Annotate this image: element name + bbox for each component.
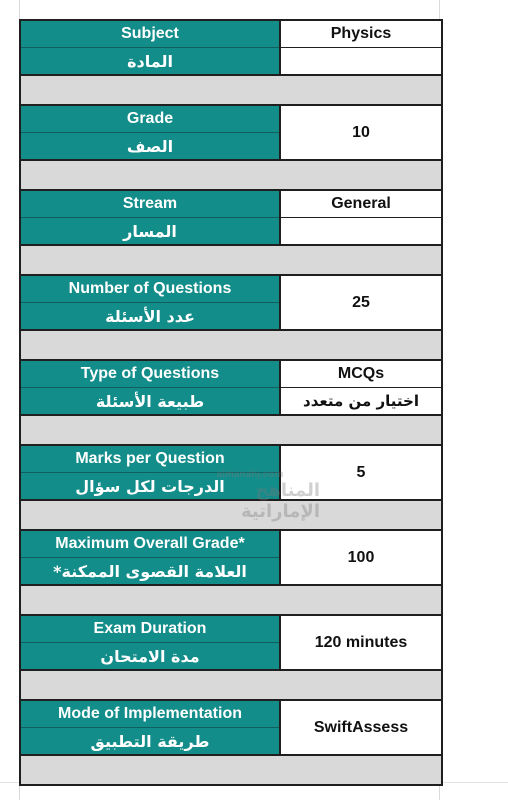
label-en: Mode of Implementation xyxy=(21,701,279,727)
label-ar: طريقة التطبيق xyxy=(21,727,279,754)
watermark-text: المناهج الإماراتية xyxy=(240,479,320,522)
value-cell[interactable]: General xyxy=(331,195,391,212)
row-mode-of-implementation xyxy=(21,701,441,756)
label-ar: المسار xyxy=(21,217,279,244)
value-cell[interactable]: SwiftAssess xyxy=(313,718,409,736)
spacer-row xyxy=(21,161,441,191)
value-cell[interactable]: Physics xyxy=(330,25,392,42)
spacer-row xyxy=(21,501,441,531)
label-ar: عدد الأسئلة xyxy=(21,302,279,329)
label-ar: المادة xyxy=(21,47,279,74)
label-ar: مدة الامتحان xyxy=(21,642,279,669)
row-maximum-overall-grade xyxy=(21,531,441,586)
spacer-row xyxy=(21,756,441,786)
exam-spec-table xyxy=(19,19,443,786)
label-ar: الصف xyxy=(21,132,279,159)
row-grade xyxy=(21,106,441,161)
label-en: Stream xyxy=(21,191,279,217)
row-number-of-questions xyxy=(21,276,441,331)
label-en: Grade xyxy=(21,106,279,132)
row-subject xyxy=(21,21,441,76)
row-exam-duration xyxy=(21,616,441,671)
value-cell[interactable] xyxy=(281,47,441,74)
value-cell[interactable]: MCQs xyxy=(337,365,385,382)
watermark-site: almanahj.com xyxy=(216,468,284,480)
label-en: Number of Questions xyxy=(21,276,279,302)
spacer-row xyxy=(21,416,441,446)
row-stream xyxy=(21,191,441,246)
label-en: Type of Questions xyxy=(21,361,279,387)
value-cell[interactable]: 25 xyxy=(352,293,370,311)
label-en: Exam Duration xyxy=(21,616,279,642)
value-cell[interactable]: 5 xyxy=(356,463,366,481)
value-cell[interactable]: 120 minutes xyxy=(314,633,408,651)
spacer-row xyxy=(21,331,441,361)
spacer-row xyxy=(21,76,441,106)
label-ar: الدرجات لكل سؤال xyxy=(21,472,279,499)
label-en: Marks per Question xyxy=(21,446,279,472)
label-ar: طبيعة الأسئلة xyxy=(21,387,279,414)
row-marks-per-question xyxy=(21,446,441,501)
value-cell[interactable]: 100 xyxy=(347,548,375,566)
spacer-row xyxy=(21,671,441,701)
label-en: Maximum Overall Grade* xyxy=(21,531,279,557)
label-ar: العلامة القصوى الممكنة* xyxy=(21,557,279,584)
row-type-of-questions xyxy=(21,361,441,416)
value-cell[interactable]: اختيار من متعدد xyxy=(281,387,441,414)
label-en: Subject xyxy=(21,21,279,47)
value-cell[interactable] xyxy=(281,217,441,244)
spacer-row xyxy=(21,586,441,616)
spacer-row xyxy=(21,246,441,276)
value-cell[interactable]: 10 xyxy=(352,123,370,141)
